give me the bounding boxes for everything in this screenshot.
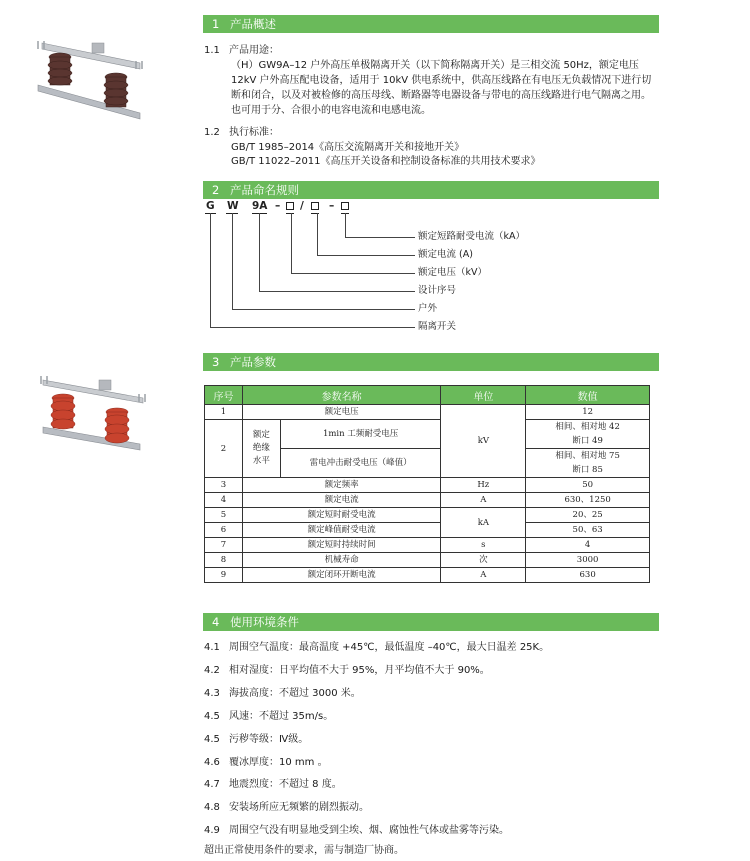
section-title: 使用环境条件: [230, 615, 299, 629]
label-outdoor: 户外: [418, 303, 438, 314]
section-header-naming: [203, 181, 659, 199]
table-row: 7 额定短时持续时间 s 4: [205, 538, 650, 553]
label-disconnector: 隔离开关: [418, 321, 457, 332]
product-image-brown-disconnector: [30, 35, 150, 125]
env-item: 4.7 地震烈度：不超过 8 度。: [204, 779, 342, 790]
section-title: 产品概述: [230, 17, 276, 31]
env-footer-note: 超出正常使用条件的要求，需与制造厂协商。: [204, 845, 404, 856]
section-number: 4: [212, 615, 220, 629]
section-title: 产品命名规则: [230, 183, 299, 197]
table-row: 9 额定闭环开断电流 A 630: [205, 568, 650, 583]
code-slash: /: [300, 200, 304, 212]
section-header-overview: [203, 15, 659, 33]
env-item: 4.6 覆冰厚度：10 mm 。: [204, 757, 328, 768]
table-header-row: [205, 386, 650, 405]
env-item: 4.5 污秽等级：Ⅳ级。: [204, 734, 309, 745]
env-item: 4.2 相对湿度：日平均值不大于 95%，月平均值不大于 90%。: [204, 665, 490, 676]
table-row: 3 额定频率 Hz 50: [205, 478, 650, 493]
parameters-table: [204, 385, 650, 583]
product-image-red-disconnector: [35, 372, 150, 457]
placeholder-box-voltage: [286, 202, 294, 210]
item-1-1-heading: 1.1 产品用途：: [204, 45, 279, 56]
header-param-name: 参数名称: [242, 386, 441, 405]
header-value: 数值: [526, 386, 650, 405]
table-row: 1 额定电压 kV 12: [205, 405, 650, 420]
section-header-environment: [203, 613, 659, 631]
section-title: 产品参数: [230, 355, 276, 369]
env-item: 4.5 风速：不超过 35m/s。: [204, 711, 334, 722]
section-header-parameters: [203, 353, 659, 371]
label-design-serial: 设计序号: [418, 285, 457, 296]
placeholder-box-current: [311, 202, 319, 210]
table-row: 5 额定短时耐受电流 kA 20、25: [205, 508, 650, 523]
section-number: 2: [212, 183, 220, 197]
placeholder-box-short-circuit: [341, 202, 349, 210]
env-item: 4.3 海拔高度：不超过 3000 米。: [204, 688, 361, 699]
env-item: 4.8 安装场所应无频繁的剧烈振动。: [204, 802, 369, 813]
item-1-2-heading: 1.2 执行标准：: [204, 127, 279, 138]
table-row: 6 额定峰值耐受电流 50、63: [205, 523, 650, 538]
label-rated-voltage: 额定电压（kV）: [418, 267, 488, 278]
env-item: 4.9 周围空气没有明显地受到尘埃、烟、腐蚀性气体或盐雾等污染。: [204, 825, 509, 836]
code-dash-2: –: [329, 200, 335, 212]
item-1-1-line-3: 断和闭合，以及对被检修的高压母线、断路器等电器设备与带电的高压线路进行电气隔离之用。: [231, 90, 651, 101]
code-dash-1: –: [275, 200, 281, 212]
code-model: 9A: [252, 200, 268, 212]
table-row: 8 机械寿命 次 3000: [205, 553, 650, 568]
header-no: 序号: [205, 386, 243, 405]
standard-1: GB/T 1985–2014《高压交流隔离开关和接地开关》: [231, 142, 465, 153]
label-short-circuit-current: 额定短路耐受电流（kA）: [418, 231, 526, 242]
env-item: 4.1 周围空气温度：最高温度 +45℃，最低温度 –40℃，最大日温差 25K。: [204, 642, 550, 653]
section-number: 3: [212, 355, 220, 369]
item-1-1-line-2: 12kV 户外高压配电设备，适用于 10kV 供电系统中，供高压线路在有电压无负载情况下进行切: [231, 75, 652, 86]
item-1-1-line-1: （H）GW9A–12 户外高压单极隔离开关（以下简称隔离开关）是三相交流 50Hz，额定电压: [231, 60, 639, 71]
table-row: 4 额定电流 A 630、1250: [205, 493, 650, 508]
insulation-level-group: 额定 绝缘 水平: [242, 420, 280, 478]
code-g: G: [206, 200, 215, 212]
header-unit: 单位: [441, 386, 526, 405]
section-number: 1: [212, 17, 220, 31]
standard-2: GB/T 11022–2011《高压开关设备和控制设备标准的共用技术要求》: [231, 156, 541, 167]
label-rated-current: 额定电流 (A): [418, 249, 473, 260]
table-row: 雷电冲击耐受电压（峰值） 相间、相对地 75 断口 85: [205, 449, 650, 478]
code-w: W: [227, 200, 239, 212]
table-row: 2 额定 绝缘 水平 1min 工频耐受电压 相间、相对地 42 断口 49: [205, 420, 650, 449]
item-1-1-line-4: 也可用于分、合很小的电容电流和电感电流。: [231, 105, 431, 116]
